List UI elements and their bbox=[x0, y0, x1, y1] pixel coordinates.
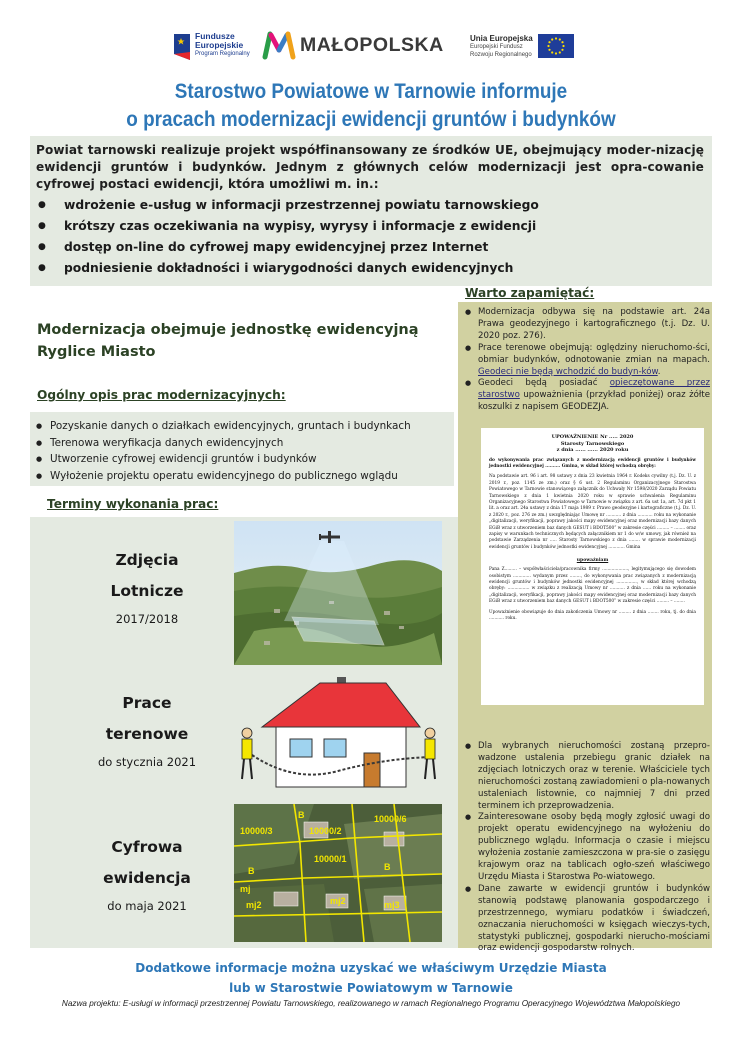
unit-title-line-1: Modernizacja obejmuje jednostkę ewidencyjną bbox=[37, 322, 419, 338]
eu-flag-icon bbox=[538, 34, 574, 58]
description-item: ● Wyłożenie projektu operatu ewidencyjnego do publicznego wglądu bbox=[36, 468, 450, 485]
warto-item-text: . bbox=[657, 366, 661, 377]
phase-aerial-photos bbox=[72, 545, 222, 626]
map-label: 10000/3 bbox=[240, 826, 273, 836]
malopolska-m-icon bbox=[262, 30, 296, 60]
warto-item: ● Zainteresowane osoby będą mogły zgłosić uwagi do projekt operatu ewidencyjnego na wyłożeniu do publicznego wglądu. Informacja o czasie i miejscu wyłożenia zostanie zamieszczona w pra-sie o zasięgu krajowym oraz na tablicach ogło-szeń właściwego Urzędu Miasta i Starostwa Po-wiatowego. bbox=[462, 812, 710, 883]
warto-item: ● Modernizacja odbywa się na podstawie art. 24a Prawa geodezyjnego i kartograficznego (t.j. Dz. U. 2020 poz. 276). bbox=[462, 307, 710, 343]
phase-date: 2017/2018 bbox=[115, 612, 179, 626]
doc-heading-line: z dnia ...... ...... 2020 roku bbox=[556, 447, 629, 453]
map-label: mj3 bbox=[384, 900, 400, 910]
fundusze-europejskie-logo bbox=[172, 32, 250, 62]
doc-paragraph: Na podstawie art. 96 i art. 98 ustawy z dnia 23 kwietnia 1964 r. Kodeks cywilny (t.j. Dz. U. z 2019 r., poz. 1145 ze zm.) oraz § 6 ust. 2 Regulaminu Organizacyjnego Starostwa Powiatowego w Tarnowie stanowiącego załącznik do Uchwały Nr 1598/2020 Zarządu Powiatu Tarnowskiego z dnia 1 kwietnia 2020 roku w sprawie uchwalenia Regulaminu Organizacyjnego Starostwa Powiatowego w Tarnowie w związku z art. 6a ust 1a, art. 7d pkt 1 lit. a oraz art. 24a ustawy z dnia 17 maja 1989 r. Prawo geodezyjne i kartograficzne (t.j. Dz. U. z 2020 r., poz. 276 ze zm.) uwzględniając Umowę nr ........... z dnia ........... roku na wykonanie „digitalizacji, weryfikacji, poprawy jakości mapy ewidencyjnej oraz modernizacji bazy danych EGiB wraz z utworzeniem baz danych GESUT i BDOT500” w zakresie części ......... – ........ oraz zapisy w warunkach technicznych będących załącznikiem nr 1 do w/w umowy, jak również na podstawie Zarządzenia nr ..... Starosty Tarnowskiego z dnia ........ w sprawie modernizacji ewidencji gruntów i budynków jednostki ewidencyjnej ............ Gmina bbox=[489, 474, 696, 550]
map-label: B bbox=[248, 866, 255, 876]
logo-bar bbox=[0, 26, 742, 72]
warto-heading: Warto zapamiętać: bbox=[465, 286, 595, 300]
doc-heading-line: UPOWAŻNIENIE Nr ..... 2020 bbox=[551, 434, 634, 440]
unia-europejska-logo bbox=[470, 34, 574, 59]
terms-heading: Terminy wykonania prac: bbox=[47, 497, 219, 511]
footer-line-2: lub w Starostwie Powiatowym w Tarnowie bbox=[229, 981, 513, 995]
description-item: ● Pozyskanie danych o działkach ewidencyjnych, gruntach i budynkach bbox=[36, 418, 450, 435]
phase-label-line-1: Cyfrowa bbox=[111, 838, 183, 856]
warto-list-bottom bbox=[462, 741, 710, 955]
warto-item-text: Geodeci będą posiadać bbox=[478, 378, 610, 389]
authorization-document-sample bbox=[481, 428, 704, 705]
intro-item: ● dostęp on-line do cyfrowej mapy ewidencyjnej przez Internet bbox=[36, 237, 704, 258]
doc-paragraph: Pana Z......... – współwłaściciela/pracownika firmy ..................., legitymującego się dowodem osobistym ............. wydanym przez ........, do wykonywania prac związanych z modernizacją ewidencji gruntów i budynków jednostki ewidencyjnej ..............., w skład której wchodzą obręby: ................ w związku z realizacją Umowy nr ........... z dnia ...... roku na wykonanie „digitalizacji, weryfikacji, poprawy jakości mapy ewidencyjnej oraz modernizacji bazy danych EGiB wraz z utworzeniem baz danych GESUT i BDOT500” w zakresie części ......... – ........ bbox=[489, 567, 696, 605]
warto-item-text: Prace terenowe obejmują: oględziny nieruchomo-ści, obmiar budynków, odnotowanie zmian na mapach. bbox=[478, 342, 710, 365]
phase-label-line-1: Zdjęcia bbox=[115, 551, 179, 569]
intro-box bbox=[30, 136, 712, 286]
description-item: ● Terenowa weryfikacja danych ewidencyjnych bbox=[36, 435, 450, 452]
description-list bbox=[36, 418, 450, 484]
description-box bbox=[30, 412, 454, 486]
phase-digital-records bbox=[72, 832, 222, 913]
eu-line-3: Rozwoju Regionalnego bbox=[470, 51, 532, 58]
map-label: mj2 bbox=[246, 900, 262, 910]
intro-item: ● wdrożenie e-usług w informacji przestrzennej powiatu tarnowskiego bbox=[36, 195, 704, 216]
cadastral-map-image bbox=[234, 804, 442, 942]
aerial-photo-image bbox=[234, 521, 442, 665]
phase-date: do stycznia 2021 bbox=[97, 755, 197, 769]
warto-item-text: upoważnienia (przykład poniżej) oraz żółte koszulki z napisem GEODEZJA. bbox=[478, 390, 710, 413]
phase-label-line-2: terenowe bbox=[105, 725, 189, 743]
doc-paragraph: Upoważnienie obowiązuje do dnia zakończenia Umowy nr ......... z dnia ........ roku, tj. do dnia ........... roku. bbox=[489, 609, 696, 622]
map-label: mj2 bbox=[330, 896, 346, 906]
map-label: B bbox=[384, 862, 391, 872]
title-line-2: o pracach modernizacji ewidencji gruntów i budynków bbox=[126, 108, 616, 131]
description-item: ● Utworzenie cyfrowej ewidencji gruntów i budynków bbox=[36, 451, 450, 468]
doc-center: upoważniam bbox=[576, 558, 609, 564]
map-label: 10000/2 bbox=[309, 826, 342, 836]
warto-item bbox=[462, 343, 710, 379]
phase-label-line-2: Lotnicze bbox=[110, 582, 184, 600]
doc-heading bbox=[489, 434, 696, 454]
map-label: 10000/1 bbox=[314, 854, 347, 864]
footer-line-1: Dodatkowe informacje można uzyskać we właściwym Urzędzie Miasta bbox=[135, 961, 607, 975]
phase-field-work bbox=[72, 688, 222, 769]
field-work-house-image bbox=[234, 671, 442, 796]
warto-list-top bbox=[462, 307, 710, 414]
intro-text: Powiat tarnowski realizuje projekt współfinansowany ze środków UE, obejmujący moder-nizację ewidencji gruntów i budynków. Jednym z głównych celów modernizacji jest opra-cowanie cyfrowej postaci ewidencji, która umożliwi m. in.: bbox=[36, 143, 704, 191]
page-title bbox=[37, 78, 705, 134]
fe-flag-icon bbox=[172, 32, 192, 62]
phase-label-line-1: Prace bbox=[122, 694, 172, 712]
malopolska-logo bbox=[262, 30, 444, 60]
intro-list bbox=[36, 195, 704, 279]
title-line-1: Starostwo Powiatowe w Tarnowie informuje bbox=[174, 80, 568, 103]
warto-item-underlined: opieczętowane przez starostwo bbox=[478, 378, 710, 401]
warto-item: ● Dla wybranych nieruchomości zostaną przepro-wadzone ustalenia przebiegu granic działek na zdjęciach lotniczych oraz w terenie. Właściciele tych nieruchomości zostaną zawiadomieni o pla-nowanych ustaleniach listownie, co najmniej 7 dni przed terminem ich przeprowadzenia. bbox=[462, 741, 710, 812]
fe-line-3: Program Regionalny bbox=[195, 51, 250, 57]
map-label: mj bbox=[240, 884, 251, 894]
map-label: 10000/6 bbox=[374, 814, 407, 824]
eu-line-2: Europejski Fundusz bbox=[470, 44, 523, 50]
warto-item bbox=[462, 378, 710, 414]
malopolska-wordmark: MAŁOPOLSKA bbox=[300, 33, 444, 56]
warto-item-underlined: Geodeci nie będą wchodzić do budyn-ków bbox=[478, 366, 658, 377]
warto-item: ● Dane zawarte w ewidencji gruntów i budynków stanowią podstawę planowania gospodarczego i przestrzennego, wymiaru podatków i świadczeń, oznaczania nieruchomości w księgach wieczys-tych, statystyki publicznej, gospodarki nierucho-mościami oraz ewidencji gospodarstw rolnych. bbox=[462, 884, 710, 955]
phase-date: do maja 2021 bbox=[107, 899, 187, 913]
doc-heading-line: Starosty Tarnowskiego bbox=[560, 440, 625, 447]
project-note: Nazwa projektu: E-usługi w informacji przestrzennej Powiatu Tarnowskiego, realizowanego w ramach Regionalnego Programu Operacyjnego Województwa Małopolskiego bbox=[61, 999, 681, 1008]
unit-title-line-2: Ryglice Miasto bbox=[37, 344, 156, 360]
phase-label-line-2: ewidencja bbox=[103, 869, 191, 887]
intro-item: ● krótszy czas oczekiwania na wypisy, wyrysy i informacje z ewidencji bbox=[36, 216, 704, 237]
eu-line-1: Unia Europejska bbox=[470, 34, 533, 43]
doc-paragraph: do wykonywania prac związanych z modernizacją ewidencji gruntów i budynków jednostki ewidencyjnej .......... Gmina, w skład której wchodzą obręby: bbox=[489, 457, 696, 469]
unit-title bbox=[37, 319, 457, 363]
description-heading: Ogólny opis prac modernizacyjnych: bbox=[37, 388, 286, 402]
fe-line-1: Fundusze bbox=[195, 31, 235, 41]
footer-info bbox=[0, 958, 742, 998]
fe-line-2: Europejskie bbox=[195, 40, 244, 50]
intro-item: ● podniesienie dokładności i wiarygodności danych ewidencyjnych bbox=[36, 258, 704, 279]
map-label: B bbox=[298, 810, 305, 820]
